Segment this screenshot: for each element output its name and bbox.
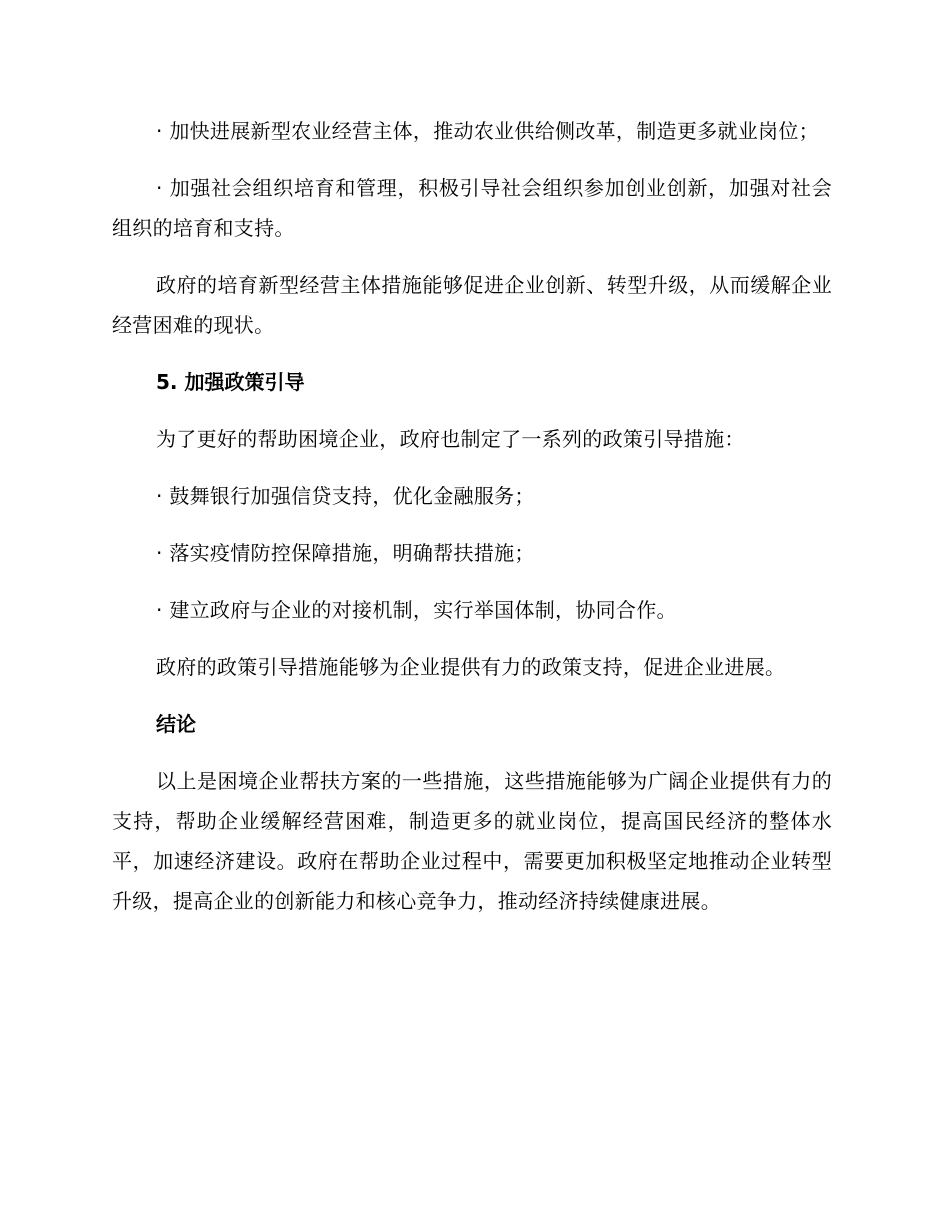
summary-paragraph-new-entities: 政府的培育新型经营主体措施能够促进企业创新、转型升级，从而缓解企业经营困难的现状。 [112, 273, 832, 337]
intro-paragraph-policy: 为了更好的帮助困境企业，政府也制定了一系列的政策引导措施： [156, 427, 745, 451]
bullet-paragraph-docking-mechanism: · 建立政府与企业的对接机制，实行举国体制，协同合作。 [156, 598, 677, 622]
section-heading-policy-guidance: 5. 加强政策引导 [156, 370, 305, 394]
summary-paragraph-policy: 政府的政策引导措施能够为企业提供有力的政策支持，促进企业进展。 [156, 655, 786, 679]
bullet-paragraph-epidemic-measures: · 落实疫情防控保障措施，明确帮扶措施； [156, 541, 535, 565]
bullet-paragraph-social-organizations: · 加强社会组织培育和管理，积极引导社会组织参加创业创新，加强对社会组织的培育和支持。 [112, 176, 832, 240]
bullet-paragraph-agriculture: · 加快进展新型农业经营主体，推动农业供给侧改革，制造更多就业岗位； [156, 119, 819, 143]
document-page [112, 111, 832, 921]
section-heading-conclusion: 结论 [156, 712, 196, 736]
conclusion-paragraph: 以上是困境企业帮扶方案的一些措施，这些措施能够为广阔企业提供有力的支持，帮助企业缓解经营困难，制造更多的就业岗位，提高国民经济的整体水平，加速经济建设。政府在帮助企业过程中，需要更加积极坚定地推动企业转型升级，提高企业的创新能力和核心竞争力，推动经济持续健康进展。 [112, 769, 832, 913]
bullet-paragraph-credit-support: · 鼓舞银行加强信贷支持，优化金融服务； [156, 484, 535, 508]
